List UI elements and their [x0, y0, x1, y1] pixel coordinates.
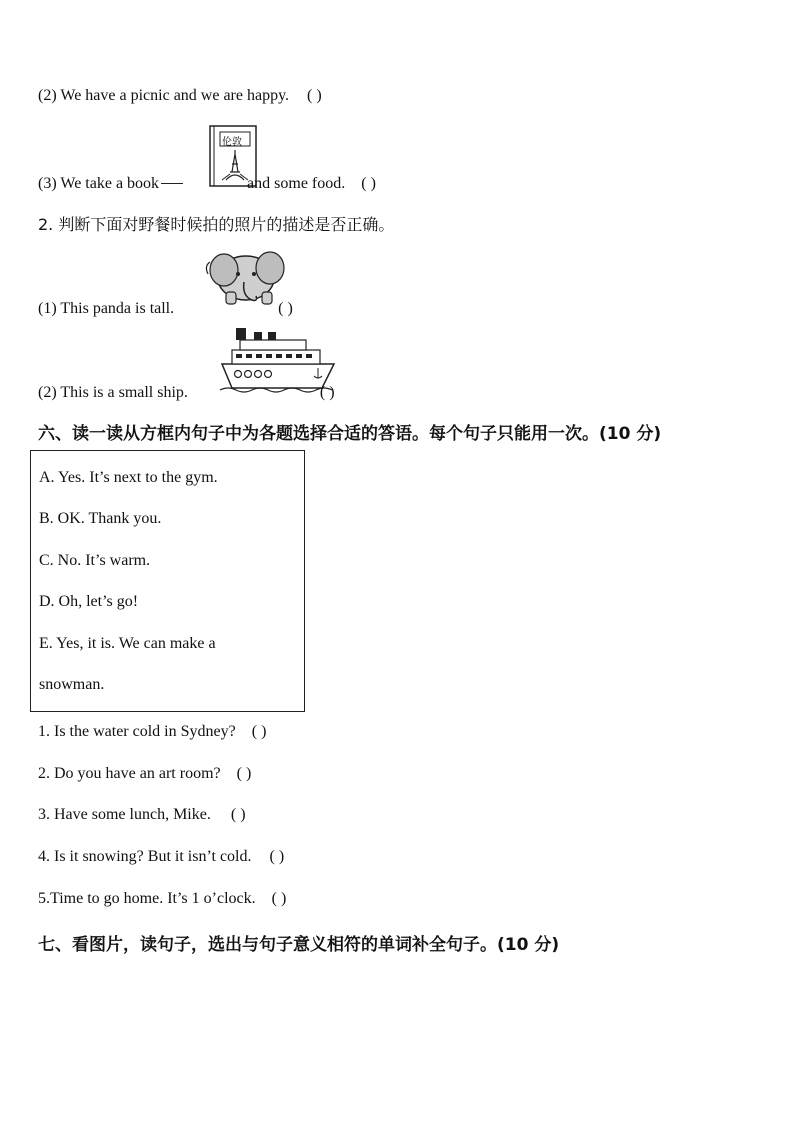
answer-parentheses[interactable]: ( )	[251, 723, 267, 740]
section6-question-2	[38, 765, 251, 783]
option-e: E. Yes, it is. We can make a	[39, 635, 216, 652]
question-prefix: (3) We take a book	[38, 175, 160, 192]
instruction-2: 2. 判断下面对野餐时候拍的照片的描述是否正确。	[38, 215, 395, 234]
section6-question-4	[38, 848, 284, 866]
question-text: 1. Is the water cold in Sydney?	[38, 723, 236, 740]
question-text: (1) This panda is tall.	[38, 300, 175, 317]
question-text: (2) We have a picnic and we are happy.	[38, 87, 290, 104]
book-title: 伦敦	[222, 137, 242, 148]
question-text: 5.Time to go home. It’s 1 o’clock.	[38, 890, 256, 907]
option-c: C. No. It’s warm.	[39, 552, 151, 569]
answer-parentheses[interactable]: ( )	[319, 384, 335, 401]
question-text: 3. Have some lunch, Mike.	[38, 806, 211, 823]
photo-question-1	[38, 300, 293, 318]
option-e-continued: snowman.	[39, 676, 105, 693]
option-d: D. Oh, let’s go!	[39, 593, 139, 610]
question-text: 4. Is it snowing? But it isn’t cold.	[38, 848, 252, 865]
section6-question-3	[38, 806, 246, 824]
elephant-image	[204, 244, 290, 308]
answer-parentheses[interactable]: ( )	[361, 175, 376, 192]
options-box	[30, 450, 305, 712]
answer-parentheses[interactable]: ( )	[278, 300, 293, 317]
question-q3	[38, 175, 376, 193]
section-7-heading: 七、看图片，读句子，选出与句子意义相符的单词补全句子。(10 分)	[38, 935, 560, 955]
answer-parentheses[interactable]: ( )	[230, 806, 246, 823]
section6-question-1	[38, 723, 266, 741]
answer-parentheses[interactable]: ( )	[269, 848, 285, 865]
option-a: A. Yes. It’s next to the gym.	[39, 469, 218, 486]
question-suffix: and some food.	[247, 175, 346, 192]
answer-parentheses[interactable]: ( )	[236, 765, 252, 782]
option-b: B. OK. Thank you.	[39, 510, 162, 527]
dash-line	[161, 183, 183, 184]
question-text: 2. Do you have an art room?	[38, 765, 221, 782]
answer-parentheses[interactable]: ( )	[307, 87, 322, 104]
section-6-heading: 六、读一读从方框内句子中为各题选择合适的答语。每个句子只能用一次。(10 分)	[38, 424, 662, 444]
question-q2	[38, 87, 322, 105]
section6-question-5	[38, 890, 286, 908]
photo-question-2	[38, 384, 335, 402]
question-text: (2) This is a small ship.	[38, 384, 188, 401]
answer-parentheses[interactable]: ( )	[271, 890, 287, 907]
